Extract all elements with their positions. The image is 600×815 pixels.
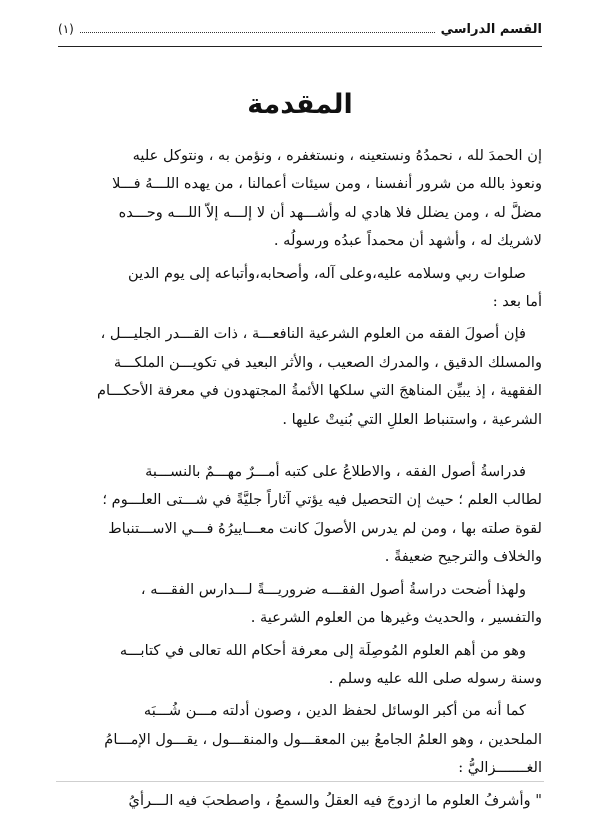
paragraph-opening-praise: إن الحمدَ لله ، نحمدُهُ ونستعينه ، ونستغفره ، ونؤمن به ، ونتوكل عليه ونعوذ بالله من شرور أنفسنا ، ومن سيئات أعمالنا ، من يهده اللـــهُ فـــلا مضلَّ له ، ومن يضلل فلا هادي له وأشـــهد أن لا إلـــه إلاّ اللـــه وحـــده لاشريك له ، وأشهد أن محمداً عبدُه ورسولُه .	[112, 147, 542, 250]
paragraph-amma-baad: أما بعد :	[492, 293, 542, 311]
paragraph-quotation: " وأشرفُ العلوم ما ازدوجَ فيه العقلُ والسمعُ ، واصطحبَ فيه الـــرأيُ	[128, 791, 542, 809]
paragraph-preservation: كما أنه من أكبر الوسائل لحفظ الدين ، وصون أدلته مـــن شُـــبَه الملحدين ، وهو العلمُ الجامعُ بين المعقـــول والمنقـــول ، يقـــول الإمـــامُ الغـــــــزاليُّ :	[104, 702, 542, 777]
running-header	[58, 22, 542, 47]
paragraph-necessity: ولهذا أضحت دراسةُ أصول الفقـــه ضروريـــةً لـــدارس الفقـــه ، والتفسير ، والحديث وغيرها من العلوم الشرعية .	[140, 580, 542, 627]
page-number: (١)	[58, 22, 74, 36]
running-header-title: القسم الدراسي	[440, 22, 542, 37]
page-title: المقدمة	[247, 89, 353, 120]
header-dotted-leader	[80, 24, 435, 33]
bottom-rule	[56, 781, 544, 782]
paragraph-salutation: صلوات ربي وسلامه عليه،وعلى آله، وأصحابه،وأتباعه إلى يوم الدين	[128, 264, 526, 282]
paragraph-knowledge-access: وهو من أهم العلوم المُوصِلَة إلى معرفة أحكام الله تعالى في كتابـــه وسنة رسوله صلى الله عليه وسلم .	[119, 641, 542, 687]
paragraph-usul-importance: فإن أصولَ الفقه من العلوم الشرعية النافعـــة ، ذات القـــدر الجليـــل ، والمسلك الدقيق ، والمدرك الصعيب ، والأثر البعيد في تكويـــن الملكـــة الفقهية ، إذ يبيِّن المناهجَ التي سلكها الأئمةُ المجتهدون في معرفة الأحكـــام الشرعية ، واستنباط العللِ التي بُنيتْ عليها .	[97, 325, 542, 428]
paragraph-study-importance: فدراسةُ أصول الفقه ، والاطلاعُ على كتبه أمـــرٌ مهـــمٌ بالنســـبة لطالب العلم ؛ حيث إن التحصيل فيه يؤتي آثاراً جليَّةً في شـــتى العلـــوم ؛ لقوة صلته بها ، ومن لم يدرس الأصولَ كانت معـــاييرُهُ فـــي الاســـتنباط والخلاف والترجيح ضعيفةً .	[102, 463, 542, 566]
